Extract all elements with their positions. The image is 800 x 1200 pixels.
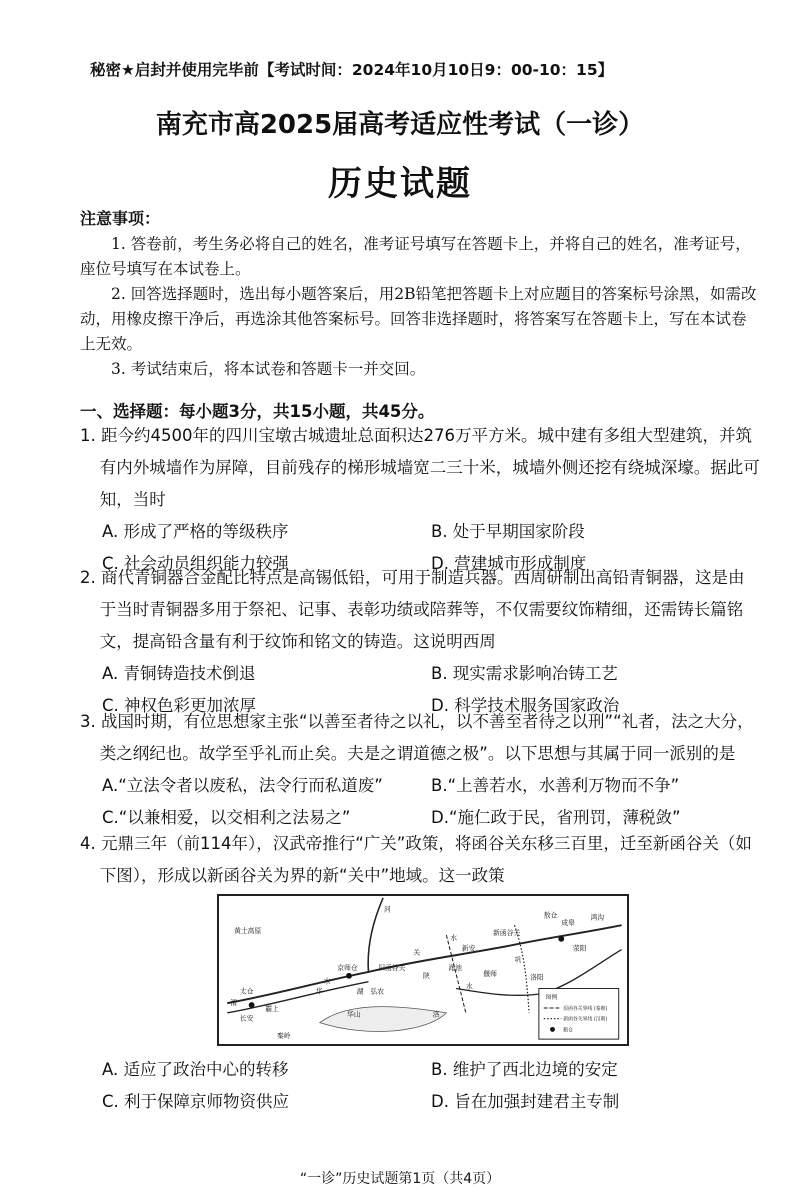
option-b[interactable]: B. 维护了西北边境的安定 [431,1060,618,1079]
label-jiuhangu: 旧函谷关 [378,964,406,972]
option-c[interactable]: C. 神权色彩更加浓厚 [102,696,257,715]
option-d[interactable]: D. 旨在加强封建君主专制 [431,1092,620,1111]
label-hu: 湖 [356,987,364,996]
label-gong: 巩 [514,956,522,965]
option-a[interactable]: A.“立法令者以废私，法令行而私道废” [102,776,383,795]
option-a[interactable]: A. 形成了严格的等级秩序 [102,522,289,541]
notice-item: 2. 回答选择题时，选出每小题答案后，用2B铅笔把答题卡上对应题目的答案标号涂黑，如需改动，用橡皮擦干净后，再选涂其他答案标号。回答非选择题时，将答案写在答题卡上，写在本试卷上无效。 [80,285,757,353]
label-xinhangu: 新函谷关 [493,928,521,937]
notice-item: 1. 答卷前，考生务必将自己的姓名，准考证号填写在答题卡上，并将自己的姓名，准考证号，座位号填写在本试卷上。 [80,235,751,278]
hangu-pass-map [217,894,629,1046]
option-b[interactable]: B. 处于早期国家阶段 [431,522,585,541]
label-hua: 华 [315,987,323,996]
wei-river-line [227,982,368,1013]
label-loess: 黄土高原 [234,927,262,935]
label-yanshi: 偃师 [483,969,497,978]
option-d[interactable]: D.“施仁政于民，省刑罚，薄税敛” [431,808,681,827]
qinling-range [320,1007,447,1032]
question-2 [80,562,760,722]
label-changan: 长安 [239,1014,254,1023]
label-chenggao: 成皋 [561,919,575,928]
label-jingfangcang: 京师仓 [337,964,358,972]
label-mianchi: 渑池 [448,964,462,972]
label-honggou: 鸿沟 [590,913,605,922]
north-river-line [368,898,383,972]
label-shui: 水 [450,933,458,942]
label-huashan: 华山 [347,1010,361,1019]
question-stem: 1. 距今约4500年的四川宝墩古城遗址总面积达276万平方米。城中建有多组大型建筑，并筑有内外城墙作为屏障，目前残存的梯形城墙宽二三十米，城墙外侧还挖有绕城深壕。据此可知，当时 [80,426,760,509]
granary-marker [249,1002,255,1008]
option-c[interactable]: C. 社会动员组织能力较强 [102,554,290,573]
legend-old-label: 原函谷关界线 (秦朝) [563,1005,608,1012]
label-shui: 水 [465,982,473,991]
page-footer: “一诊”历史试题第1页（共4页） [299,1171,501,1187]
label-he: 河 [384,905,391,914]
label-xingyang: 荥阳 [572,944,587,953]
option-b[interactable]: B. 现实需求影响冶铸工艺 [431,664,618,683]
option-d[interactable]: D. 营建城市形成制度 [431,554,587,573]
option-b[interactable]: B.“上善若水，水善利万物而不争” [431,776,680,795]
option-a[interactable]: A. 适应了政治中心的转移 [102,1060,289,1079]
label-shan: 陕 [423,971,430,980]
label-shui: 水 [323,977,331,986]
legend-title: 图例 [545,995,558,1002]
notice-heading: 注意事项： [80,209,161,228]
label-guan: 关 [413,948,421,957]
exam-title: 南充市高2025届高考适应性考试（一诊） [155,110,645,140]
question-4-options [80,1054,760,1118]
granary-marker [558,936,564,942]
label-wei: 渭 [230,999,238,1008]
option-c[interactable]: C. 利于保障京师物资供应 [102,1092,290,1111]
new-pass-boundary [515,925,530,1013]
label-qinling: 秦岭 [276,1032,291,1041]
question-1 [80,420,760,580]
question-stem: 4. 元鼎三年（前114年），汉武帝推行“广关”政策，将函谷关东移三百里，迁至新函谷关（如下图），形成以新函谷关为界的新“关中”地域。这一政策 [80,834,752,885]
option-a[interactable]: A. 青铜铸造技术倒退 [102,664,256,683]
label-luoyang: 洛阳 [530,973,544,982]
section-heading: 一、选择题：每小题3分，共15小题，共45分。 [80,402,435,421]
legend-granary-marker [550,1027,555,1032]
option-d[interactable]: D. 科学技术服务国家政治 [431,696,620,715]
notice-list [80,232,760,382]
confidential-header: 秘密★启封并使用完毕前【考试时间：2024年10月10日9：00-10：15】 [90,61,614,79]
question-stem: 3. 战国时期，有位思想家主张“以善至者待之以礼，以不善至者待之以刑”“礼者，法之大分，类之纲纪也。故学至乎礼而止矣。夫是之谓道德之极”。以下思想与其属于同一派别的是 [80,712,754,763]
question-3 [80,706,760,834]
label-luo: 洛 [432,1010,440,1019]
map-figure [219,896,627,1044]
label-hongnong: 弘农 [370,987,385,996]
question-stem: 2. 商代青铜器合金配比特点是高锡低铅，可用于制造兵器。西周研制出高铅青铜器，这是由于当时青铜器多用于祭祀、记事、表彰功绩或陪葬等，不仅需要纹饰精细，还需铸长篇铭文，提高铅含量有利于纹饰和铭文的铸造。这说明西周 [80,568,745,651]
question-4 [80,828,760,892]
label-taicang: 太仓 [239,987,254,996]
label-aocang: 敖仓 [543,911,558,920]
label-bashang: 霸上 [265,1004,279,1013]
granary-marker [346,973,352,979]
subject-title: 历史试题 [328,164,472,204]
notice-item: 3. 考试结束后，将本试卷和答题卡一并交回。 [111,360,426,378]
legend-new-label: 新函谷关界线 (汉朝) [563,1016,608,1023]
legend-granary-label: 粮仓 [563,1027,573,1034]
option-c[interactable]: C.“以兼相爱，以交相利之法易之” [102,808,351,827]
label-xinan: 新安 [461,944,476,953]
